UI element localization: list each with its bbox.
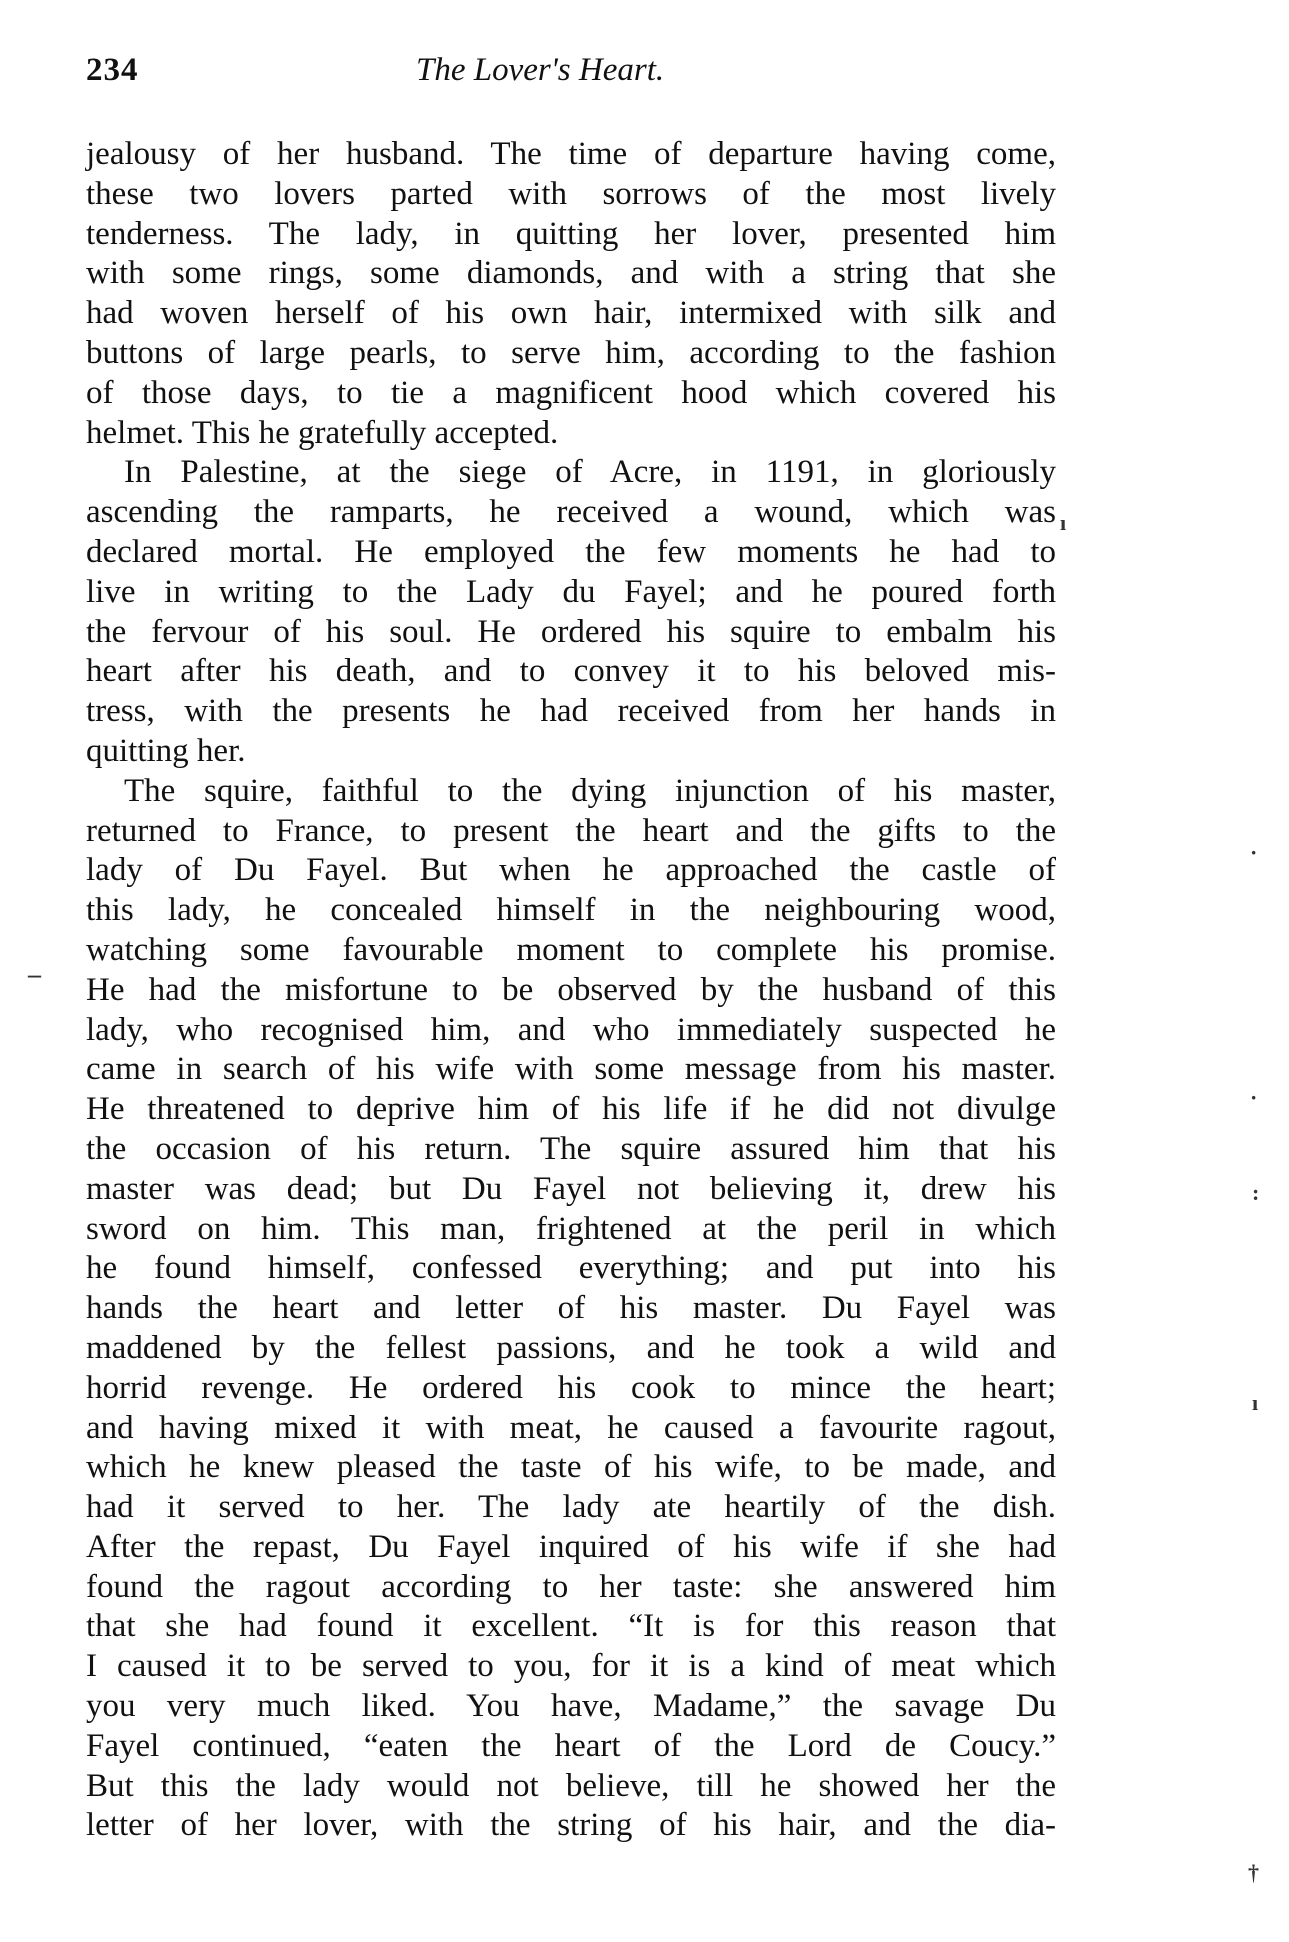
text-line: The squire, faithful to the dying injunction of his master, <box>124 772 1056 809</box>
text-line: this lady, he concealed himself in the neighbouring wood, <box>86 892 1056 929</box>
margin-mark: ı <box>1060 510 1067 535</box>
text-line: heart after his death, and to convey it to his beloved mis- <box>86 653 1056 690</box>
text-line: with some rings, some diamonds, and with a string that she <box>86 255 1056 292</box>
text-line: that she had found it excellent. “It is for this reason that <box>86 1608 1056 1645</box>
paragraph <box>86 135 1056 453</box>
text-line: the fervour of his soul. He ordered his squire to embalm his <box>86 613 1056 650</box>
text-line: he found himself, confessed everything; and put into his <box>86 1250 1056 1287</box>
text-line: came in search of his wife with some message from his master. <box>86 1051 1056 1088</box>
text-line: He threatened to deprive him of his life if he did not divulge <box>86 1091 1056 1128</box>
text-line: But this the lady would not believe, till he showed her the <box>86 1767 1056 1804</box>
margin-mark: · <box>1250 1085 1258 1110</box>
text-line: master was dead; but Du Fayel not believing it, drew his <box>86 1170 1056 1207</box>
margin-mark: ı <box>1252 1390 1259 1415</box>
paragraph <box>86 772 1056 1847</box>
text-line: jealousy of her husband. The time of departure having come, <box>86 136 1056 172</box>
text-line: and having mixed it with meat, he caused a favourite ragout, <box>86 1409 1056 1446</box>
margin-dash-mark: – <box>28 960 41 989</box>
text-line: watching some favourable moment to complete his promise. <box>86 931 1056 968</box>
text-line: horrid revenge. He ordered his cook to mince the heart; <box>86 1369 1056 1406</box>
text-line: tenderness. The lady, in quitting her lover, presented him <box>86 215 1056 252</box>
text-line: lady of Du Fayel. But when he approached the castle of <box>86 852 1056 889</box>
page-body <box>86 135 1056 1846</box>
text-line: these two lovers parted with sorrows of the most lively <box>86 175 1056 212</box>
paragraph <box>86 453 1056 771</box>
text-line: In Palestine, at the siege of Acre, in 1191, in gloriously <box>124 454 1056 491</box>
text-line: letter of her lover, with the string of his hair, and the dia- <box>86 1807 1056 1844</box>
text-line: live in writing to the Lady du Fayel; and he poured forth <box>86 573 1056 610</box>
text-line: declared mortal. He employed the few moments he had to <box>86 533 1056 570</box>
text-line: hands the heart and letter of his master. Du Fayel was <box>86 1290 1056 1327</box>
text-line: of those days, to tie a magnificent hood which covered his <box>86 374 1056 411</box>
text-line: returned to France, to present the heart and the gifts to the <box>86 812 1056 849</box>
margin-mark: † <box>1248 1860 1259 1885</box>
text-line: quitting her. <box>86 732 246 769</box>
page-header <box>86 52 1056 102</box>
text-line: the occasion of his return. The squire assured him that his <box>86 1130 1056 1167</box>
text-line: had it served to her. The lady ate heartily of the dish. <box>86 1489 1056 1526</box>
text-line: I caused it to be served to you, for it is a kind of meat which <box>86 1648 1056 1685</box>
margin-mark: : <box>1252 1180 1260 1205</box>
text-line: maddened by the fellest passions, and he took a wild and <box>86 1329 1056 1366</box>
text-line: ascending the ramparts, he received a wound, which was <box>86 494 1056 531</box>
text-line: buttons of large pearls, to serve him, according to the fashion <box>86 334 1056 371</box>
page-number: 234 <box>86 52 139 88</box>
text-line: which he knew pleased the taste of his wife, to be made, and <box>86 1449 1056 1486</box>
text-line: lady, who recognised him, and who immediately suspected he <box>86 1011 1056 1048</box>
text-line: you very much liked. You have, Madame,” the savage Du <box>86 1688 1056 1725</box>
margin-mark: · <box>1250 840 1258 865</box>
text-line: He had the misfortune to be observed by the husband of this <box>86 971 1056 1008</box>
text-line: sword on him. This man, frightened at the peril in which <box>86 1210 1056 1247</box>
running-title: The Lover's Heart. <box>416 52 665 88</box>
text-line: After the repast, Du Fayel inquired of his wife if she had <box>86 1528 1056 1565</box>
text-line: helmet. This he gratefully accepted. <box>86 414 559 451</box>
text-line: found the ragout according to her taste: she answered him <box>86 1568 1056 1605</box>
text-line: Fayel continued, “eaten the heart of the Lord de Coucy.” <box>86 1727 1056 1764</box>
text-line: had woven herself of his own hair, intermixed with silk and <box>86 295 1056 332</box>
text-line: tress, with the presents he had received from her hands in <box>86 693 1056 730</box>
